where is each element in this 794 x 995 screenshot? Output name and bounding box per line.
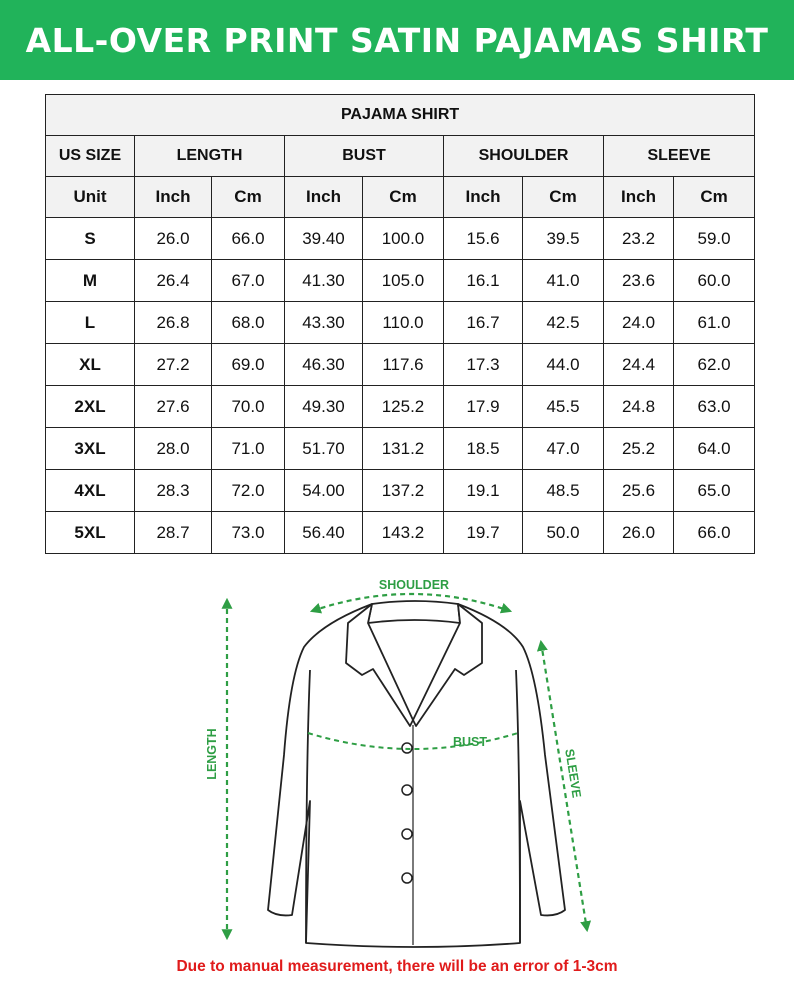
unit-cell: Cm (212, 177, 285, 218)
unit-cell: Inch (604, 177, 674, 218)
shirt-measurement-diagram (0, 565, 794, 955)
measurement-cell: 62.0 (674, 344, 755, 386)
measurement-cell: 49.30 (285, 386, 363, 428)
measurement-cell: 56.40 (285, 512, 363, 554)
measurement-cell: 19.1 (444, 470, 523, 512)
table-row (46, 470, 755, 512)
measurement-cell: 67.0 (212, 260, 285, 302)
measurement-cell: 70.0 (212, 386, 285, 428)
header-us-size: US SIZE (46, 136, 135, 177)
measurement-cell: 100.0 (363, 218, 444, 260)
measurement-cell: 24.4 (604, 344, 674, 386)
measurement-cell: 68.0 (212, 302, 285, 344)
header-sleeve: SLEEVE (604, 136, 755, 177)
table-body (46, 218, 755, 554)
measurement-cell: 39.5 (523, 218, 604, 260)
measurement-cell: 50.0 (523, 512, 604, 554)
measurement-cell: 28.0 (135, 428, 212, 470)
measurement-cell: 61.0 (674, 302, 755, 344)
measurement-cell: 27.6 (135, 386, 212, 428)
table-header-row (46, 136, 755, 177)
measurement-cell: 28.7 (135, 512, 212, 554)
size-label: 3XL (46, 428, 135, 470)
measurement-cell: 17.9 (444, 386, 523, 428)
measurement-cell: 42.5 (523, 302, 604, 344)
table-row (46, 386, 755, 428)
measurement-cell: 41.0 (523, 260, 604, 302)
measurement-cell: 137.2 (363, 470, 444, 512)
measurement-cell: 26.8 (135, 302, 212, 344)
measurement-cell: 51.70 (285, 428, 363, 470)
header-bust: BUST (285, 136, 444, 177)
table-title: PAJAMA SHIRT (46, 95, 755, 136)
measurement-cell: 15.6 (444, 218, 523, 260)
measurement-cell: 19.7 (444, 512, 523, 554)
measurement-cell: 60.0 (674, 260, 755, 302)
measurement-cell: 54.00 (285, 470, 363, 512)
measurement-cell: 131.2 (363, 428, 444, 470)
measurement-cell: 47.0 (523, 428, 604, 470)
size-label: M (46, 260, 135, 302)
measurement-cell: 28.3 (135, 470, 212, 512)
table-row (46, 302, 755, 344)
length-label: LENGTH (205, 728, 219, 780)
table-row (46, 344, 755, 386)
size-label: 2XL (46, 386, 135, 428)
measurement-disclaimer: Due to manual measurement, there will be an error of 1-3cm (176, 958, 618, 975)
table-title-row (46, 95, 755, 136)
measurement-cell: 63.0 (674, 386, 755, 428)
table-unit-row (46, 177, 755, 218)
measurement-cell: 59.0 (674, 218, 755, 260)
measurement-cell: 23.2 (604, 218, 674, 260)
unit-cell: Cm (363, 177, 444, 218)
measurement-cell: 16.1 (444, 260, 523, 302)
size-label: L (46, 302, 135, 344)
measurement-cell: 69.0 (212, 344, 285, 386)
measurement-cell: 71.0 (212, 428, 285, 470)
measurement-cell: 26.0 (135, 218, 212, 260)
measurement-cell: 64.0 (674, 428, 755, 470)
table-row (46, 512, 755, 554)
size-chart-table (45, 94, 755, 554)
unit-cell: Unit (46, 177, 135, 218)
measurement-cell: 43.30 (285, 302, 363, 344)
unit-cell: Inch (444, 177, 523, 218)
measurement-cell: 25.6 (604, 470, 674, 512)
measurement-cell: 73.0 (212, 512, 285, 554)
measurement-cell: 105.0 (363, 260, 444, 302)
measurement-cell: 66.0 (212, 218, 285, 260)
measurement-cell: 24.0 (604, 302, 674, 344)
shirt-outline-icon (268, 601, 565, 947)
sleeve-label: SLEEVE (562, 747, 584, 799)
measurement-cell: 17.3 (444, 344, 523, 386)
measurement-cell: 48.5 (523, 470, 604, 512)
header-shoulder: SHOULDER (444, 136, 604, 177)
unit-cell: Inch (135, 177, 212, 218)
measurement-cell: 143.2 (363, 512, 444, 554)
measurement-cell: 117.6 (363, 344, 444, 386)
unit-cell: Inch (285, 177, 363, 218)
measurement-cell: 65.0 (674, 470, 755, 512)
button-icon (402, 743, 412, 883)
table-row (46, 260, 755, 302)
page-title: ALL-OVER PRINT SATIN PAJAMAS SHIRT (25, 20, 769, 60)
table-row (46, 428, 755, 470)
size-label: XL (46, 344, 135, 386)
size-label: 5XL (46, 512, 135, 554)
measurement-cell: 41.30 (285, 260, 363, 302)
table-row (46, 218, 755, 260)
measurement-cell: 39.40 (285, 218, 363, 260)
measurement-cell: 25.2 (604, 428, 674, 470)
bust-label: BUST (452, 735, 488, 749)
measurement-cell: 16.7 (444, 302, 523, 344)
measurement-cell: 23.6 (604, 260, 674, 302)
title-banner (0, 0, 794, 80)
measurement-cell: 45.5 (523, 386, 604, 428)
unit-cell: Cm (523, 177, 604, 218)
header-length: LENGTH (135, 136, 285, 177)
measurement-cell: 26.4 (135, 260, 212, 302)
measurement-cell: 24.8 (604, 386, 674, 428)
measurement-cell: 66.0 (674, 512, 755, 554)
size-label: 4XL (46, 470, 135, 512)
measurement-cell: 72.0 (212, 470, 285, 512)
measurement-cell: 18.5 (444, 428, 523, 470)
measurement-cell: 125.2 (363, 386, 444, 428)
measurement-cell: 44.0 (523, 344, 604, 386)
size-label: S (46, 218, 135, 260)
measurement-cell: 110.0 (363, 302, 444, 344)
measurement-cell: 46.30 (285, 344, 363, 386)
shoulder-label: SHOULDER (378, 578, 450, 592)
unit-cell: Cm (674, 177, 755, 218)
measurement-cell: 27.2 (135, 344, 212, 386)
measurement-cell: 26.0 (604, 512, 674, 554)
